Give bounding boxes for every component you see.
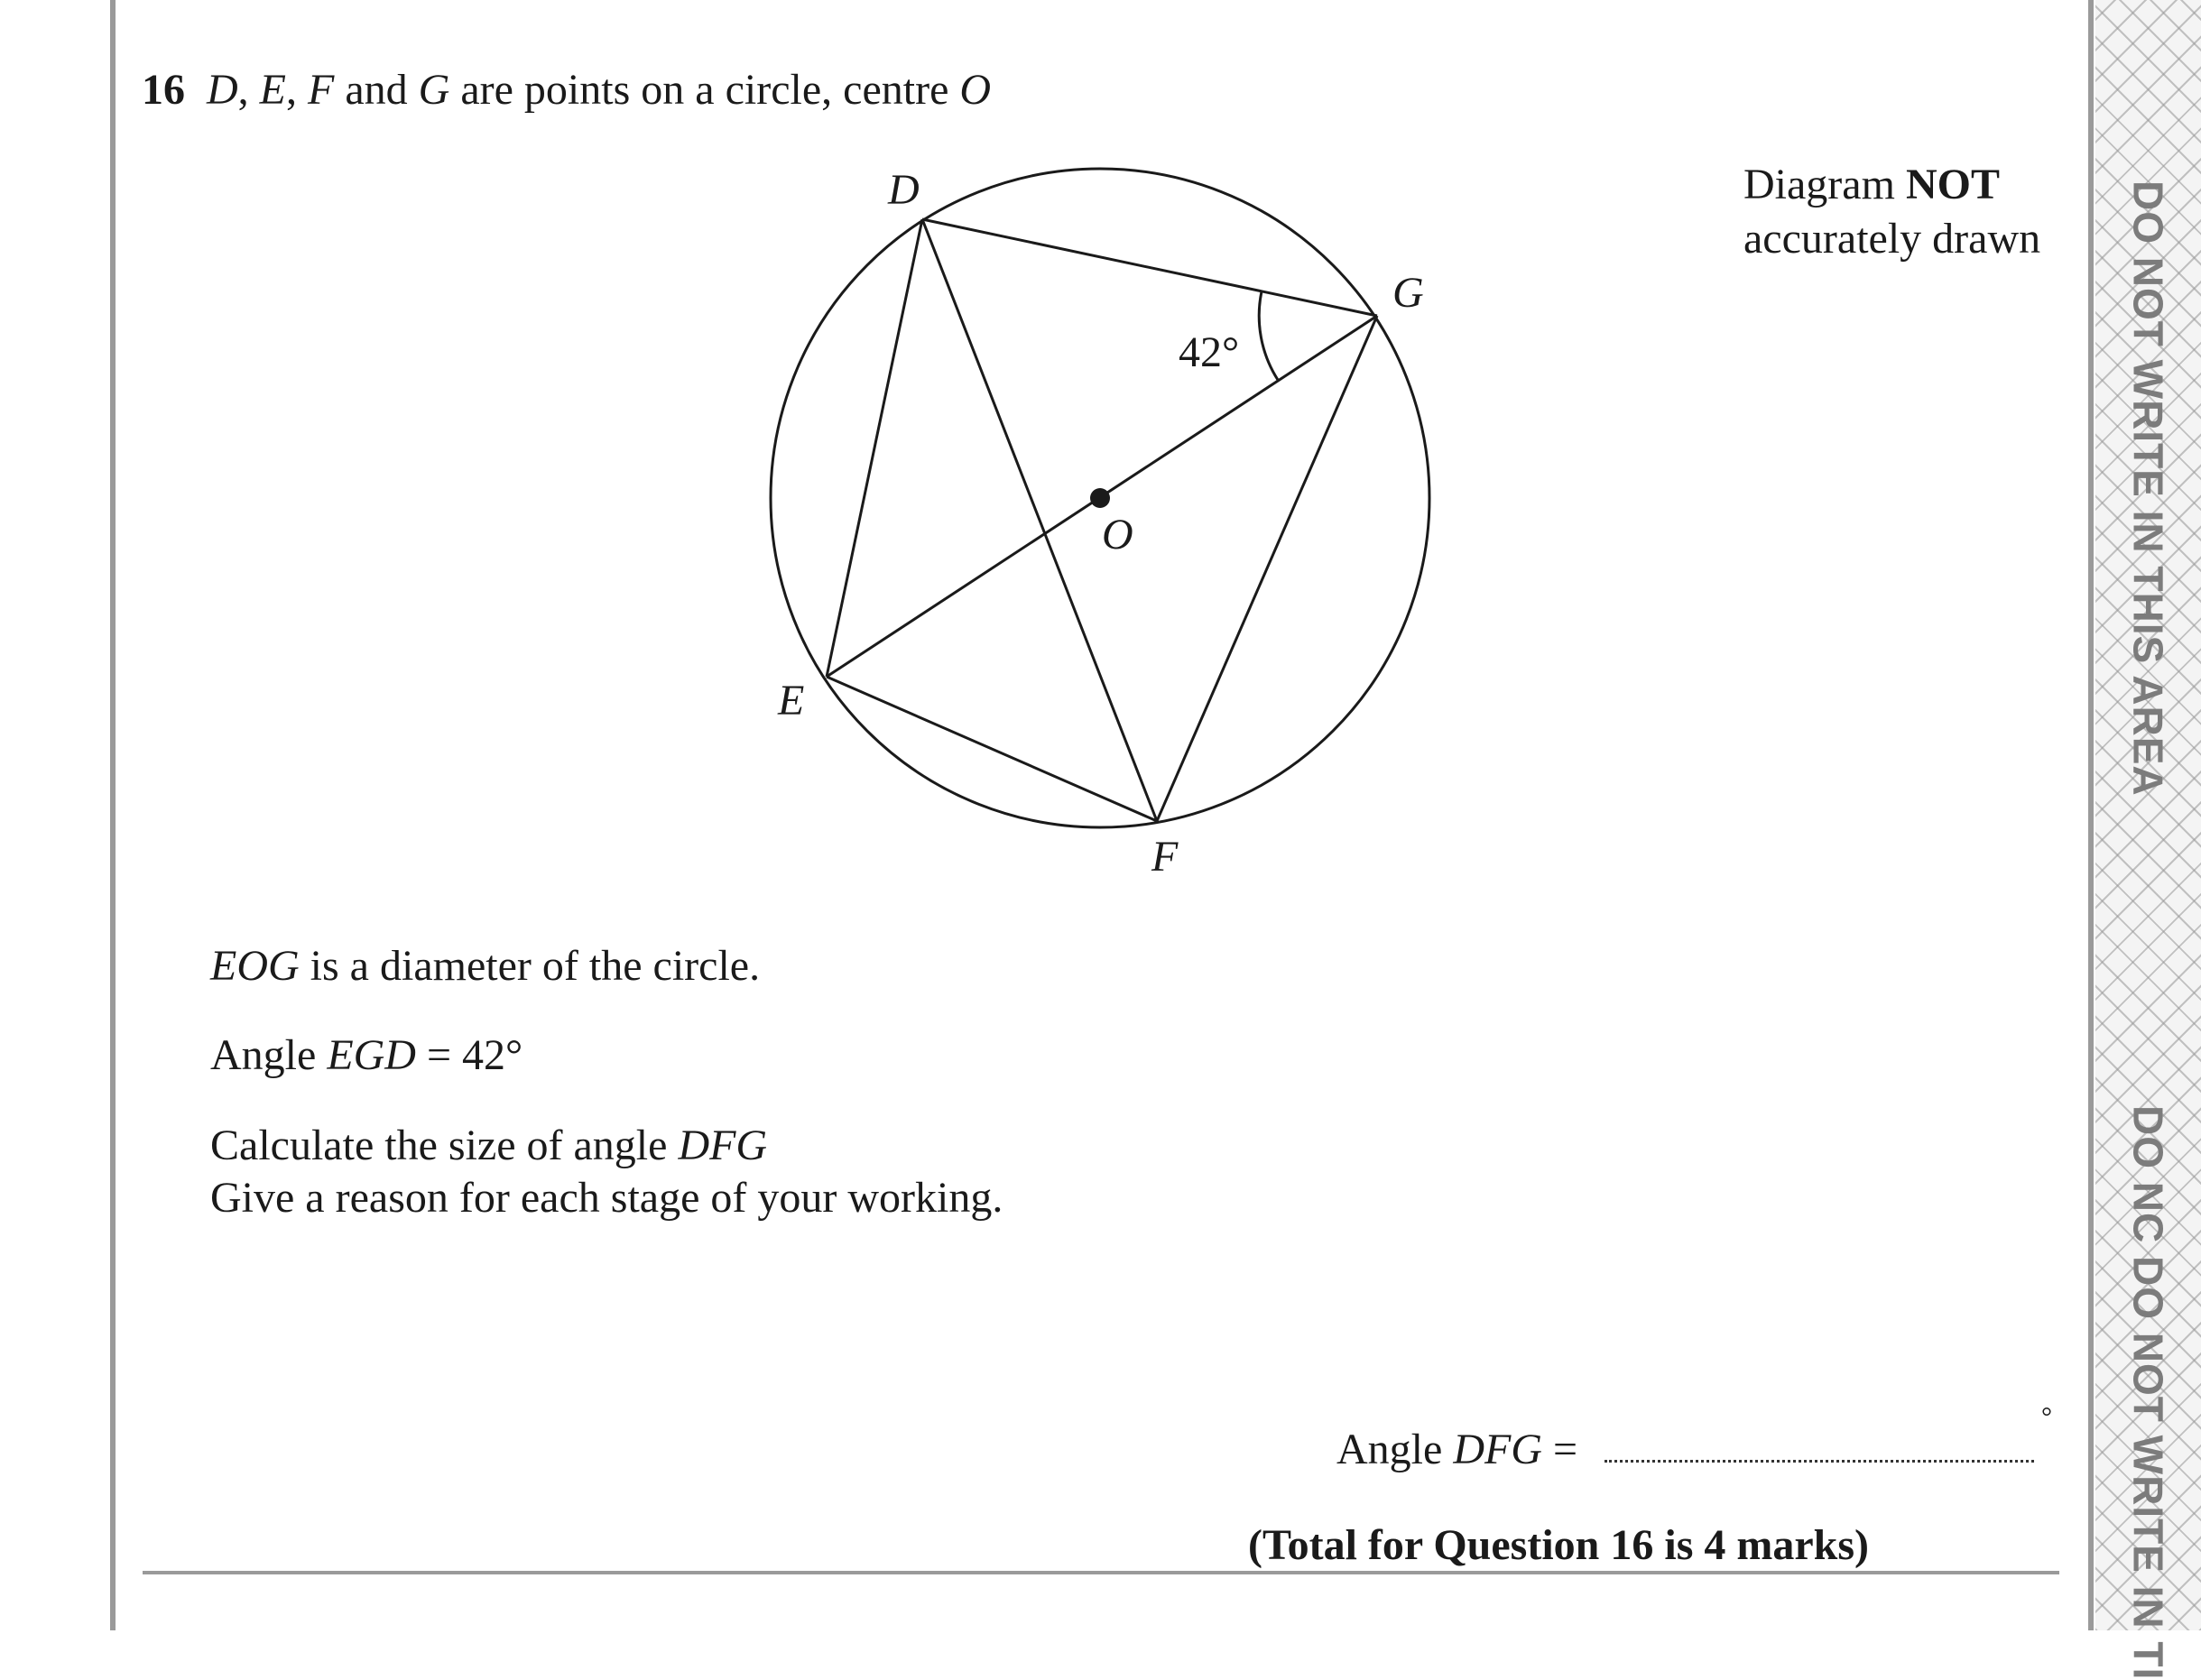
diagram-note-bold: NOT: [1905, 161, 2000, 208]
point-label-e: E: [778, 677, 805, 725]
stem-text: ,: [286, 66, 308, 114]
fact-angle-name: EGD: [327, 1031, 416, 1079]
diagram-note-line2: accurately drawn: [1743, 215, 2041, 263]
chord-fg: [1157, 316, 1377, 821]
stem-text: and: [334, 66, 419, 114]
fact-diameter-text: is a diameter of the circle.: [299, 942, 761, 990]
chord-de: [827, 219, 922, 677]
chord-dg: [922, 219, 1377, 316]
instruction-angle-name: DFG: [678, 1122, 768, 1169]
fact-angle-prefix: Angle: [210, 1031, 328, 1079]
point-label-g: G: [1392, 269, 1424, 317]
stem-text: are points on a circle, centre: [449, 66, 960, 114]
total-marks: (Total for Question 16 is 4 marks): [1248, 1521, 1870, 1569]
answer-input-line[interactable]: [1605, 1460, 2034, 1463]
stem-point-g: G: [418, 66, 450, 114]
question-number: 16: [142, 66, 185, 114]
angle-arc-egd: [1259, 291, 1278, 380]
question-divider: [143, 1571, 2059, 1574]
point-label-o: O: [1102, 511, 1133, 558]
answer-angle-name: DFG: [1453, 1426, 1542, 1473]
degree-symbol: °: [2041, 1402, 2052, 1432]
chord-ef: [827, 677, 1157, 821]
stem-text: ,: [237, 66, 260, 114]
point-label-f: F: [1151, 833, 1179, 881]
stem-point-e: E: [259, 66, 286, 114]
stem-point-o: O: [959, 66, 992, 114]
fact-diameter: [210, 942, 761, 990]
stem-point-f: F: [308, 66, 335, 114]
diagram-note-text: Diagram: [1743, 161, 1906, 208]
fact-angle: [210, 1031, 523, 1079]
instruction-text: Calculate the size of angle: [210, 1122, 679, 1169]
margin-warning-text-lower: DO NC DO NOT WRITE IN TI: [2124, 1105, 2172, 1680]
angle-label-42: 42°: [1179, 328, 1240, 376]
instruction-reason: Give a reason for each stage of your working.: [210, 1174, 1003, 1222]
fact-angle-value: = 42°: [415, 1031, 523, 1079]
stem-point-d: D: [207, 66, 238, 114]
point-label-d: D: [888, 166, 920, 214]
centre-point-o: [1090, 488, 1110, 508]
answer-prefix: Angle: [1336, 1426, 1454, 1473]
instruction-calculate: [210, 1124, 767, 1168]
margin-warning-text: DO NOT WRITE IN THIS AREA: [2124, 180, 2172, 797]
answer-label: [1336, 1428, 1577, 1472]
answer-equals: =: [1541, 1426, 1578, 1473]
fact-diameter-name: EOG: [210, 942, 300, 990]
